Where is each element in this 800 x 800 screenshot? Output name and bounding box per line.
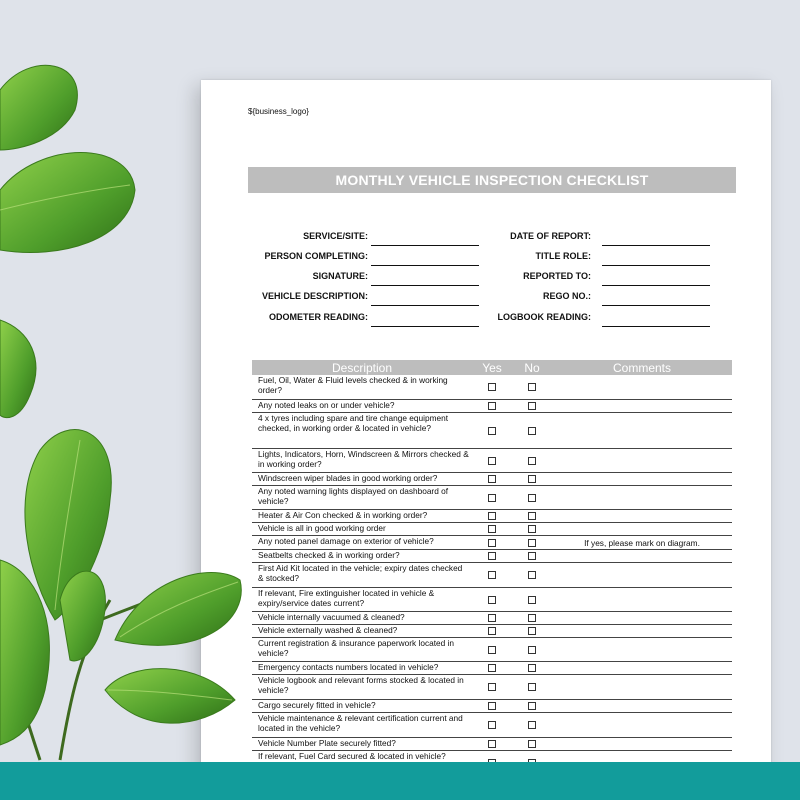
- row-comment[interactable]: [552, 510, 732, 522]
- no-checkbox[interactable]: [528, 525, 536, 533]
- yes-checkbox[interactable]: [488, 457, 496, 465]
- yes-cell: [472, 449, 512, 472]
- yes-checkbox[interactable]: [488, 383, 496, 391]
- row-description: If relevant, Fire extinguisher located in vehicle & expiry/service dates current?: [258, 588, 435, 608]
- row-description: Vehicle is all in good working order: [258, 523, 386, 533]
- vehicle-description-field[interactable]: [371, 305, 479, 306]
- date-of-report-field[interactable]: [602, 245, 710, 246]
- no-checkbox[interactable]: [528, 539, 536, 547]
- yes-cell: [472, 713, 512, 737]
- table-header: [252, 360, 732, 375]
- row-comment[interactable]: [552, 638, 732, 661]
- person-completing-label: PERSON COMPLETING:: [264, 251, 368, 261]
- no-checkbox[interactable]: [528, 683, 536, 691]
- yes-checkbox[interactable]: [488, 552, 496, 560]
- no-checkbox[interactable]: [528, 475, 536, 483]
- row-description: Vehicle logbook and relevant forms stocked & located in vehicle?: [258, 675, 464, 695]
- yes-checkbox[interactable]: [488, 646, 496, 654]
- accent-bar: [0, 762, 800, 800]
- no-checkbox[interactable]: [528, 664, 536, 672]
- row-description: Vehicle internally vacuumed & cleaned?: [258, 612, 405, 622]
- row-comment[interactable]: [552, 700, 732, 712]
- date-of-report-label: DATE OF REPORT:: [510, 231, 591, 241]
- row-comment[interactable]: [552, 738, 732, 750]
- header-comments: Comments: [612, 360, 671, 375]
- yes-cell: [472, 675, 512, 699]
- no-checkbox[interactable]: [528, 571, 536, 579]
- table-row: [252, 700, 732, 713]
- yes-cell: [472, 536, 512, 549]
- table-row: [252, 449, 732, 473]
- yes-cell: [472, 523, 512, 535]
- row-comment[interactable]: [552, 449, 732, 472]
- yes-checkbox[interactable]: [488, 614, 496, 622]
- yes-cell: [472, 588, 512, 611]
- row-description: Emergency contacts numbers located in vehicle?: [258, 662, 439, 672]
- table-row: [252, 563, 732, 588]
- header-description: Description: [331, 360, 393, 375]
- signature-label: SIGNATURE:: [312, 271, 368, 281]
- business-logo-placeholder: ${business_logo}: [248, 107, 309, 116]
- document-title: MONTHLY VEHICLE INSPECTION CHECKLIST: [248, 167, 736, 193]
- no-cell: [512, 413, 552, 448]
- row-description: Vehicle externally washed & cleaned?: [258, 625, 398, 635]
- row-description: First Aid Kit located in the vehicle; expiry dates checked & stocked?: [258, 563, 463, 583]
- yes-cell: [472, 400, 512, 412]
- no-checkbox[interactable]: [528, 721, 536, 729]
- no-cell: [512, 738, 552, 750]
- reported-to-label: REPORTED TO:: [523, 271, 591, 281]
- yes-checkbox[interactable]: [488, 427, 496, 435]
- table-body: [252, 375, 732, 776]
- header-yes: Yes: [482, 360, 502, 375]
- no-cell: [512, 449, 552, 472]
- odometer-reading-field[interactable]: [371, 326, 479, 327]
- signature-field[interactable]: [371, 285, 479, 286]
- table-row: [252, 375, 732, 400]
- no-checkbox[interactable]: [528, 646, 536, 654]
- row-description: 4 x tyres including spare and tire change equipment checked, in working order & located in vehicle?: [258, 413, 449, 433]
- no-checkbox[interactable]: [528, 402, 536, 410]
- document-page: [201, 80, 771, 780]
- yes-cell: [472, 625, 512, 637]
- reported-to-field[interactable]: [602, 285, 710, 286]
- no-checkbox[interactable]: [528, 457, 536, 465]
- service-site-field[interactable]: [371, 245, 479, 246]
- no-cell: [512, 400, 552, 412]
- yes-cell: [472, 700, 512, 712]
- row-description: Windscreen wiper blades in good working order?: [258, 473, 438, 483]
- yes-checkbox[interactable]: [488, 402, 496, 410]
- yes-checkbox[interactable]: [488, 525, 496, 533]
- no-checkbox[interactable]: [528, 552, 536, 560]
- row-comment[interactable]: If yes, please mark on diagram.: [584, 537, 700, 548]
- yes-cell: [472, 563, 512, 587]
- yes-checkbox[interactable]: [488, 512, 496, 520]
- yes-cell: [472, 550, 512, 562]
- table-row: [252, 738, 732, 751]
- yes-checkbox[interactable]: [488, 702, 496, 710]
- rego-no-label: REGO NO.:: [542, 291, 591, 301]
- row-comment[interactable]: [552, 375, 732, 399]
- yes-cell: [472, 738, 512, 750]
- table-row: [252, 625, 732, 638]
- service-site-label: SERVICE/SITE:: [303, 231, 368, 241]
- yes-checkbox[interactable]: [488, 683, 496, 691]
- inspection-table: [252, 360, 732, 776]
- yes-cell: [472, 486, 512, 509]
- row-description: Current registration & insurance paperwork located in vehicle?: [258, 638, 454, 658]
- row-comment[interactable]: [552, 413, 732, 448]
- yes-checkbox[interactable]: [488, 664, 496, 672]
- row-description: Lights, Indicators, Horn, Windscreen & Mirrors checked & in working order?: [258, 449, 469, 469]
- row-comment[interactable]: [552, 675, 732, 699]
- no-cell: [512, 588, 552, 611]
- row-description: Any noted panel damage on exterior of vehicle?: [258, 536, 434, 546]
- row-comment[interactable]: [552, 523, 732, 535]
- table-row: [252, 662, 732, 675]
- header-no: No: [524, 360, 540, 375]
- no-checkbox[interactable]: [528, 427, 536, 435]
- vehicle-description-label: VEHICLE DESCRIPTION:: [261, 291, 368, 301]
- no-cell: [512, 486, 552, 509]
- no-cell: [512, 612, 552, 624]
- no-cell: [512, 473, 552, 485]
- row-description: Fuel, Oil, Water & Fluid levels checked & in working order?: [258, 375, 448, 395]
- row-comment[interactable]: [552, 550, 732, 562]
- no-cell: [512, 662, 552, 674]
- yes-cell: [472, 662, 512, 674]
- table-row: [252, 400, 732, 413]
- yes-checkbox[interactable]: [488, 721, 496, 729]
- person-completing-field[interactable]: [371, 265, 479, 266]
- yes-checkbox[interactable]: [488, 627, 496, 635]
- table-row: [252, 523, 732, 536]
- row-description: Vehicle maintenance & relevant certification current and located in the vehicle?: [258, 713, 463, 733]
- no-checkbox[interactable]: [528, 740, 536, 748]
- table-row: [252, 536, 732, 550]
- yes-cell: [472, 473, 512, 485]
- yes-checkbox[interactable]: [488, 571, 496, 579]
- no-cell: [512, 638, 552, 661]
- table-row: [252, 713, 732, 738]
- row-comment[interactable]: [552, 625, 732, 637]
- yes-cell: [472, 375, 512, 399]
- row-description: Cargo securely fitted in vehicle?: [258, 700, 376, 710]
- row-description: If relevant, Fuel Card secured & located in vehicle?: [258, 751, 446, 761]
- no-cell: [512, 375, 552, 399]
- no-checkbox[interactable]: [528, 494, 536, 502]
- row-comment[interactable]: [552, 612, 732, 624]
- row-comment[interactable]: [552, 713, 732, 737]
- row-comment[interactable]: [552, 588, 732, 611]
- row-description: Vehicle Number Plate securely fitted?: [258, 738, 396, 748]
- row-description: Heater & Air Con checked & in working order?: [258, 510, 428, 520]
- no-checkbox[interactable]: [528, 702, 536, 710]
- table-row: [252, 413, 732, 449]
- no-checkbox[interactable]: [528, 614, 536, 622]
- yes-checkbox[interactable]: [488, 539, 496, 547]
- no-checkbox[interactable]: [528, 383, 536, 391]
- no-cell: [512, 625, 552, 637]
- no-checkbox[interactable]: [528, 596, 536, 604]
- yes-checkbox[interactable]: [488, 494, 496, 502]
- table-row: [252, 510, 732, 523]
- no-cell: [512, 523, 552, 535]
- odometer-reading-label: ODOMETER READING:: [269, 312, 368, 322]
- row-comment[interactable]: [552, 662, 732, 674]
- row-description: Any noted warning lights displayed on dashboard of vehicle?: [258, 486, 449, 506]
- table-row: [252, 550, 732, 563]
- table-row: [252, 588, 732, 612]
- no-cell: [512, 510, 552, 522]
- row-comment[interactable]: [552, 486, 732, 509]
- yes-cell: [472, 413, 512, 448]
- yes-cell: [472, 638, 512, 661]
- no-checkbox[interactable]: [528, 627, 536, 635]
- yes-checkbox[interactable]: [488, 596, 496, 604]
- table-row: [252, 473, 732, 486]
- logbook-reading-label: LOGBOOK READING:: [497, 312, 591, 322]
- no-cell: [512, 563, 552, 587]
- row-comment[interactable]: [552, 473, 732, 485]
- row-comment[interactable]: [552, 563, 732, 587]
- row-description: Seatbelts checked & in working order?: [258, 550, 400, 560]
- rego-no-field[interactable]: [602, 305, 710, 306]
- table-row: [252, 612, 732, 625]
- no-cell: [512, 536, 552, 549]
- no-cell: [512, 713, 552, 737]
- yes-cell: [472, 510, 512, 522]
- yes-checkbox[interactable]: [488, 475, 496, 483]
- row-description: Any noted leaks on or under vehicle?: [258, 400, 395, 410]
- logbook-reading-field[interactable]: [602, 326, 710, 327]
- table-row: [252, 638, 732, 662]
- yes-cell: [472, 612, 512, 624]
- title-role-field[interactable]: [602, 265, 710, 266]
- yes-checkbox[interactable]: [488, 740, 496, 748]
- no-cell: [512, 675, 552, 699]
- no-cell: [512, 550, 552, 562]
- no-cell: [512, 700, 552, 712]
- table-row: [252, 675, 732, 700]
- title-role-label: TITLE ROLE:: [535, 251, 591, 261]
- row-comment[interactable]: [552, 400, 732, 412]
- table-row: [252, 486, 732, 510]
- no-checkbox[interactable]: [528, 512, 536, 520]
